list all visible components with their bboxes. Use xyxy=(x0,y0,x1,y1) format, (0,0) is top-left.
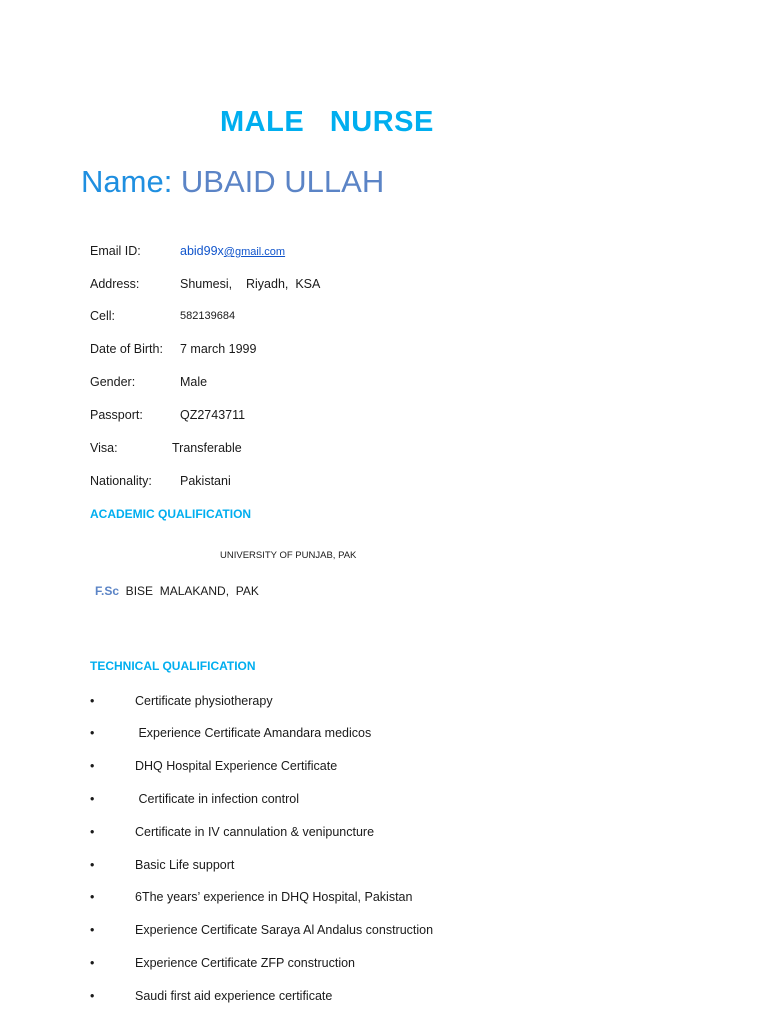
visa-label: Visa: xyxy=(90,441,118,455)
academic-heading: ACADEMIC QUALIFICATION xyxy=(90,507,252,521)
list-item-text: Experience Certificate Amandara medicos xyxy=(135,726,372,740)
fsc-line xyxy=(95,584,259,598)
gender-label: Gender: xyxy=(90,375,136,389)
university-line: UNIVERSITY OF PUNJAB, PAK xyxy=(220,550,357,561)
bullet-icon: • xyxy=(90,759,95,773)
list-item-text: Experience Certificate ZFP construction xyxy=(135,956,356,970)
candidate-name xyxy=(81,164,384,200)
gender-value: Male xyxy=(180,375,208,389)
list-item-text: Certificate in IV cannulation & venipuncture xyxy=(135,825,375,839)
cell-label: Cell: xyxy=(90,309,116,323)
list-item-text: Experience Certificate Saraya Al Andalus construction xyxy=(135,923,434,937)
list-item-text: DHQ Hospital Experience Certificate xyxy=(135,759,338,773)
list-item-text: Certificate in infection control xyxy=(135,792,299,806)
fsc-value: BISE MALAKAND, PAK xyxy=(119,584,259,598)
passport-value: QZ2743711 xyxy=(180,408,246,422)
technical-heading: TECHNICAL QUALIFICATION xyxy=(90,659,256,673)
bullet-icon: • xyxy=(90,923,95,937)
nationality-label: Nationality: xyxy=(90,474,152,488)
address-value: Shumesi, Riyadh, KSA xyxy=(180,277,321,291)
bullet-icon: • xyxy=(90,726,95,740)
visa-value: Transferable xyxy=(172,441,242,455)
list-item-text: Certificate physiotherapy xyxy=(135,694,273,708)
email-domain: @gmail.com xyxy=(223,246,286,258)
list-item-text: Saudi first aid experience certificate xyxy=(135,989,333,1003)
list-item-text: Basic Life support xyxy=(135,858,235,872)
bullet-icon: • xyxy=(90,858,95,872)
dob-label: Date of Birth: xyxy=(90,342,163,356)
name-value: UBAID ULLAH xyxy=(180,164,385,199)
email-label: Email ID: xyxy=(90,244,141,258)
bullet-icon: • xyxy=(90,694,95,708)
bullet-icon: • xyxy=(90,956,95,970)
passport-label: Passport: xyxy=(90,408,143,422)
list-item-text: 6The years’ experience in DHQ Hospital, Pakistan xyxy=(135,890,413,904)
bullet-icon: • xyxy=(90,890,95,904)
name-label: Name: xyxy=(81,164,181,199)
dob-value: 7 march 1999 xyxy=(180,342,257,356)
nationality-value: Pakistani xyxy=(180,474,231,488)
address-label: Address: xyxy=(90,277,140,291)
fsc-label: F.Sc xyxy=(95,584,120,598)
cell-value: 582139684 xyxy=(180,310,236,322)
email-user: abid99x xyxy=(180,244,224,258)
bullet-icon: • xyxy=(90,792,95,806)
bullet-icon: • xyxy=(90,825,95,839)
email-link[interactable] xyxy=(180,242,285,261)
bullet-icon: • xyxy=(90,989,95,1003)
page-title: MALE NURSE xyxy=(220,106,434,138)
